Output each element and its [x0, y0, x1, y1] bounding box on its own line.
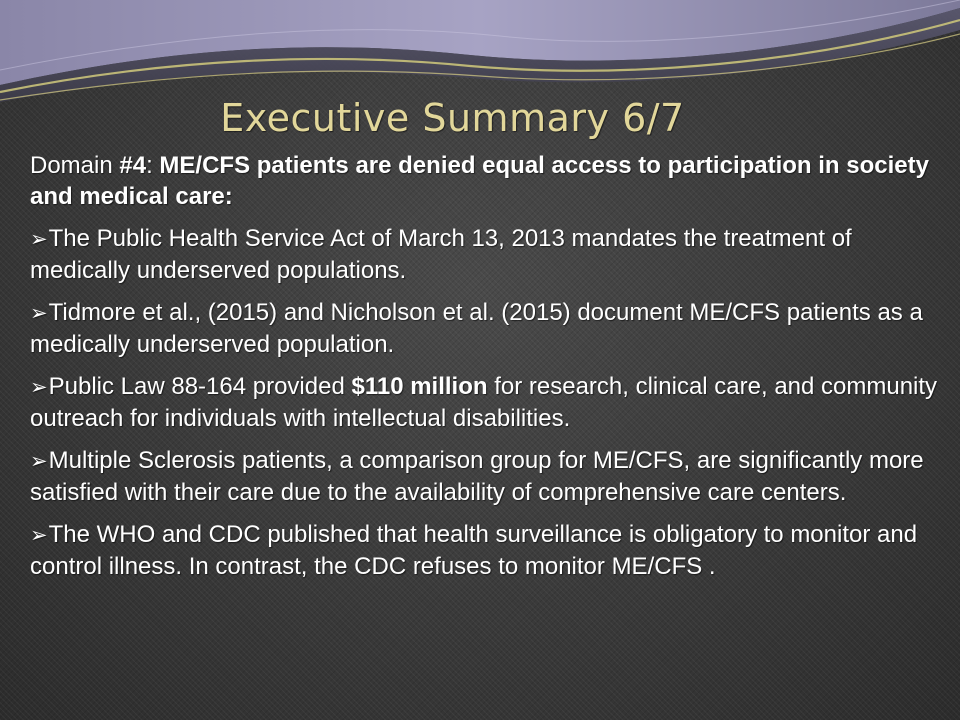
arrow-bullet-icon: ➢ — [30, 376, 48, 399]
arrow-bullet-icon: ➢ — [30, 228, 48, 251]
bullet-item — [30, 223, 940, 286]
bullet-text: Tidmore et al., (2015) and Nicholson et al. (2015) document ME/CFS patients as a medically underserved population. — [30, 299, 923, 358]
bullet-text: The WHO and CDC published that health surveillance is obligatory to monitor and control illness. In contrast, the CDC refuses to monitor ME/CFS . — [30, 521, 918, 580]
bullet-item — [30, 519, 940, 582]
bullet-text-continued: for research, clinical care, and community outreach for individuals with intellectual disabilities. — [30, 373, 938, 432]
arrow-bullet-icon: ➢ — [30, 302, 48, 325]
bullet-text: Public Law 88-164 provided — [48, 373, 352, 400]
slide-body — [30, 150, 940, 593]
bullet-amount: $110 million — [351, 373, 488, 400]
domain-prefix: Domain — [30, 152, 120, 179]
arrow-bullet-icon: ➢ — [30, 450, 48, 473]
domain-number: #4 — [119, 152, 147, 179]
bullet-text: The Public Health Service Act of March 13, 2013 mandates the treatment of medically underserved populations. — [30, 225, 852, 284]
bullet-text: Multiple Sclerosis patients, a comparison group for ME/CFS, are significantly more satisfied with their care due to the availability of comprehensive care centers. — [30, 447, 924, 506]
domain-heading — [30, 150, 940, 212]
bullet-item — [30, 371, 940, 434]
domain-colon: : — [146, 152, 160, 179]
slide-title: Executive Summary 6/7 — [220, 96, 685, 140]
bullet-item — [30, 297, 940, 360]
domain-title: ME/CFS patients are denied equal access to participation in society and medical care: — [30, 152, 929, 210]
arrow-bullet-icon: ➢ — [30, 524, 48, 547]
bullet-item — [30, 445, 940, 508]
